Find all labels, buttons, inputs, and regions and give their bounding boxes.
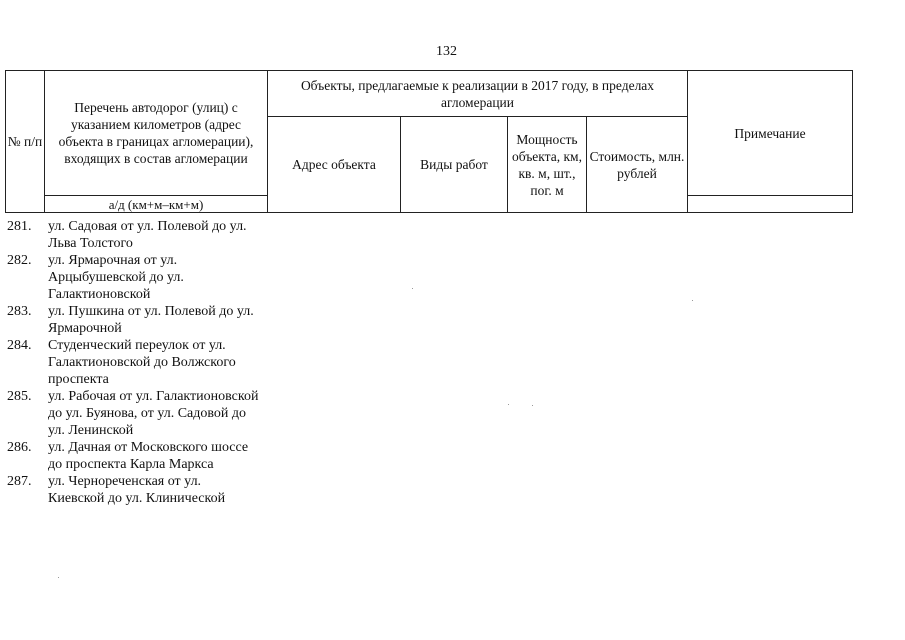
scan-speck bbox=[508, 404, 509, 405]
road-type-subheader: а/д (км+м–км+м) bbox=[45, 196, 268, 213]
list-item bbox=[0, 337, 270, 388]
row-number: 286. bbox=[7, 440, 32, 455]
row-text: ул. Рабочая от ул. Галактионовской до ул. Буянова, от ул. Садовой до ул. Ленинской bbox=[48, 389, 259, 438]
row-number: 287. bbox=[7, 474, 32, 489]
col-road-list-header bbox=[45, 71, 268, 196]
list-item bbox=[0, 303, 270, 337]
row-text: ул. Ярмарочная от ул. Арцыбушевской до ул. Галактионовской bbox=[48, 253, 184, 302]
col-cost-header: Стоимость, млн. рублей bbox=[587, 117, 688, 213]
col-address-header: Адрес объекта bbox=[268, 117, 401, 213]
row-text: ул. Пушкина от ул. Полевой до ул. Ярмарочной bbox=[48, 304, 254, 336]
col-works-header: Виды работ bbox=[401, 117, 508, 213]
scan-speck bbox=[532, 405, 533, 406]
row-number: 283. bbox=[7, 304, 32, 319]
row-text: ул. Садовая от ул. Полевой до ул. Льва Толстого bbox=[48, 219, 247, 251]
list-item bbox=[0, 218, 270, 252]
remark-subcell bbox=[688, 196, 853, 213]
col-number-header: № п/п bbox=[6, 71, 45, 213]
row-number: 281. bbox=[7, 219, 32, 234]
col-objects-header: Объекты, предлагаемые к реализации в 2017 году, в пределах агломерации bbox=[268, 71, 688, 117]
list-item bbox=[0, 473, 270, 507]
list-item bbox=[0, 439, 270, 473]
col-remark-header: Примечание bbox=[688, 71, 853, 196]
scan-speck bbox=[58, 577, 59, 578]
list-item bbox=[0, 252, 270, 303]
row-text: ул. Чернореченская от ул. Киевской до ул. Клинической bbox=[48, 474, 226, 506]
scan-speck bbox=[412, 288, 413, 289]
col-power-header: Мощность объекта, км, кв. м, шт., пог. м bbox=[508, 117, 587, 213]
page-number: 132 bbox=[436, 44, 457, 59]
row-number: 282. bbox=[7, 253, 32, 268]
road-list bbox=[0, 218, 270, 507]
scan-speck bbox=[692, 300, 693, 301]
header-table bbox=[5, 70, 853, 213]
col-road-list-text: Перечень автодорог (улиц) с указанием километров (адрес объекта в границах агломерации), входящих в состав агломерации bbox=[58, 100, 254, 166]
list-item bbox=[0, 388, 270, 439]
row-text: Студенческий переулок от ул. Галактионовской до Волжского проспекта bbox=[48, 338, 236, 387]
row-number: 284. bbox=[7, 338, 32, 353]
row-number: 285. bbox=[7, 389, 32, 404]
row-text: ул. Дачная от Московского шоссе до проспекта Карла Маркса bbox=[48, 440, 249, 472]
